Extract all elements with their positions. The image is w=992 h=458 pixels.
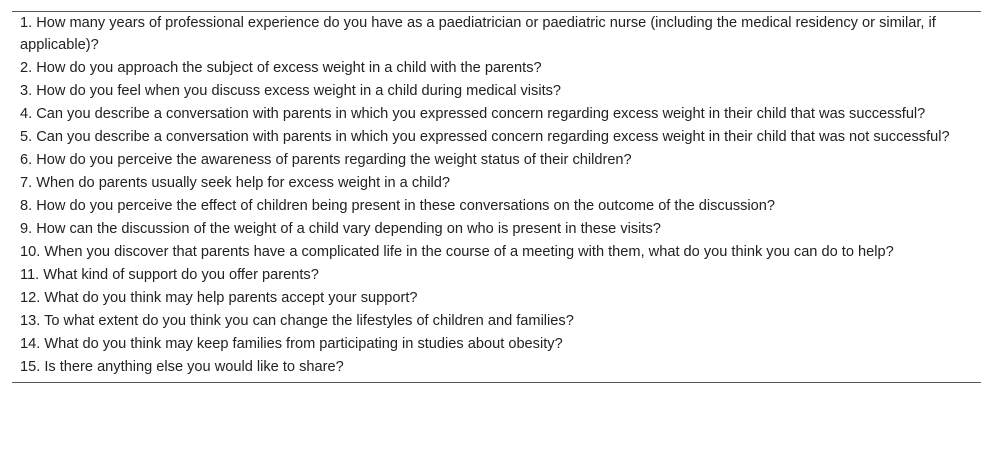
question-7: 7. When do parents usually seek help for excess weight in a child?: [20, 174, 450, 191]
question-14: 14. What do you think may keep families from participating in studies about obesity?: [20, 335, 563, 352]
table-row: [12, 12, 981, 383]
questions-cell: [12, 12, 981, 383]
question-15: 15. Is there anything else you would like to share?: [20, 358, 344, 375]
question-3: 3. How do you feel when you discuss excess weight in a child during medical visits?: [20, 82, 562, 99]
question-4: 4. Can you describe a conversation with parents in which you expressed concern regarding excess weight in their child that was successful?: [20, 105, 926, 122]
interview-questions-table-wrapper: [12, 11, 981, 383]
question-5: 5. Can you describe a conversation with parents in which you expressed concern regarding excess weight in their child that was not successful?: [20, 128, 950, 145]
question-12: 12. What do you think may help parents accept your support?: [20, 289, 418, 306]
question-11: 11. What kind of support do you offer parents?: [20, 266, 319, 283]
question-6: 6. How do you perceive the awareness of parents regarding the weight status of their children?: [20, 151, 632, 168]
interview-questions-table: [12, 11, 981, 383]
question-9: 9. How can the discussion of the weight of a child vary depending on who is present in these visits?: [20, 220, 661, 237]
question-8: 8. How do you perceive the effect of children being present in these conversations on the outcome of the discussion?: [20, 197, 776, 214]
question-10: 10. When you discover that parents have a complicated life in the course of a meeting with them, what do you think you can do to help?: [20, 243, 894, 260]
question-13: 13. To what extent do you think you can change the lifestyles of children and families?: [20, 312, 574, 329]
question-list: [20, 12, 981, 382]
question-1: 1. How many years of professional experience do you have as a paediatrician or paediatric nurse (including the medical residency or similar, if applicable)?: [20, 15, 936, 53]
question-2: 2. How do you approach the subject of excess weight in a child with the parents?: [20, 59, 542, 76]
